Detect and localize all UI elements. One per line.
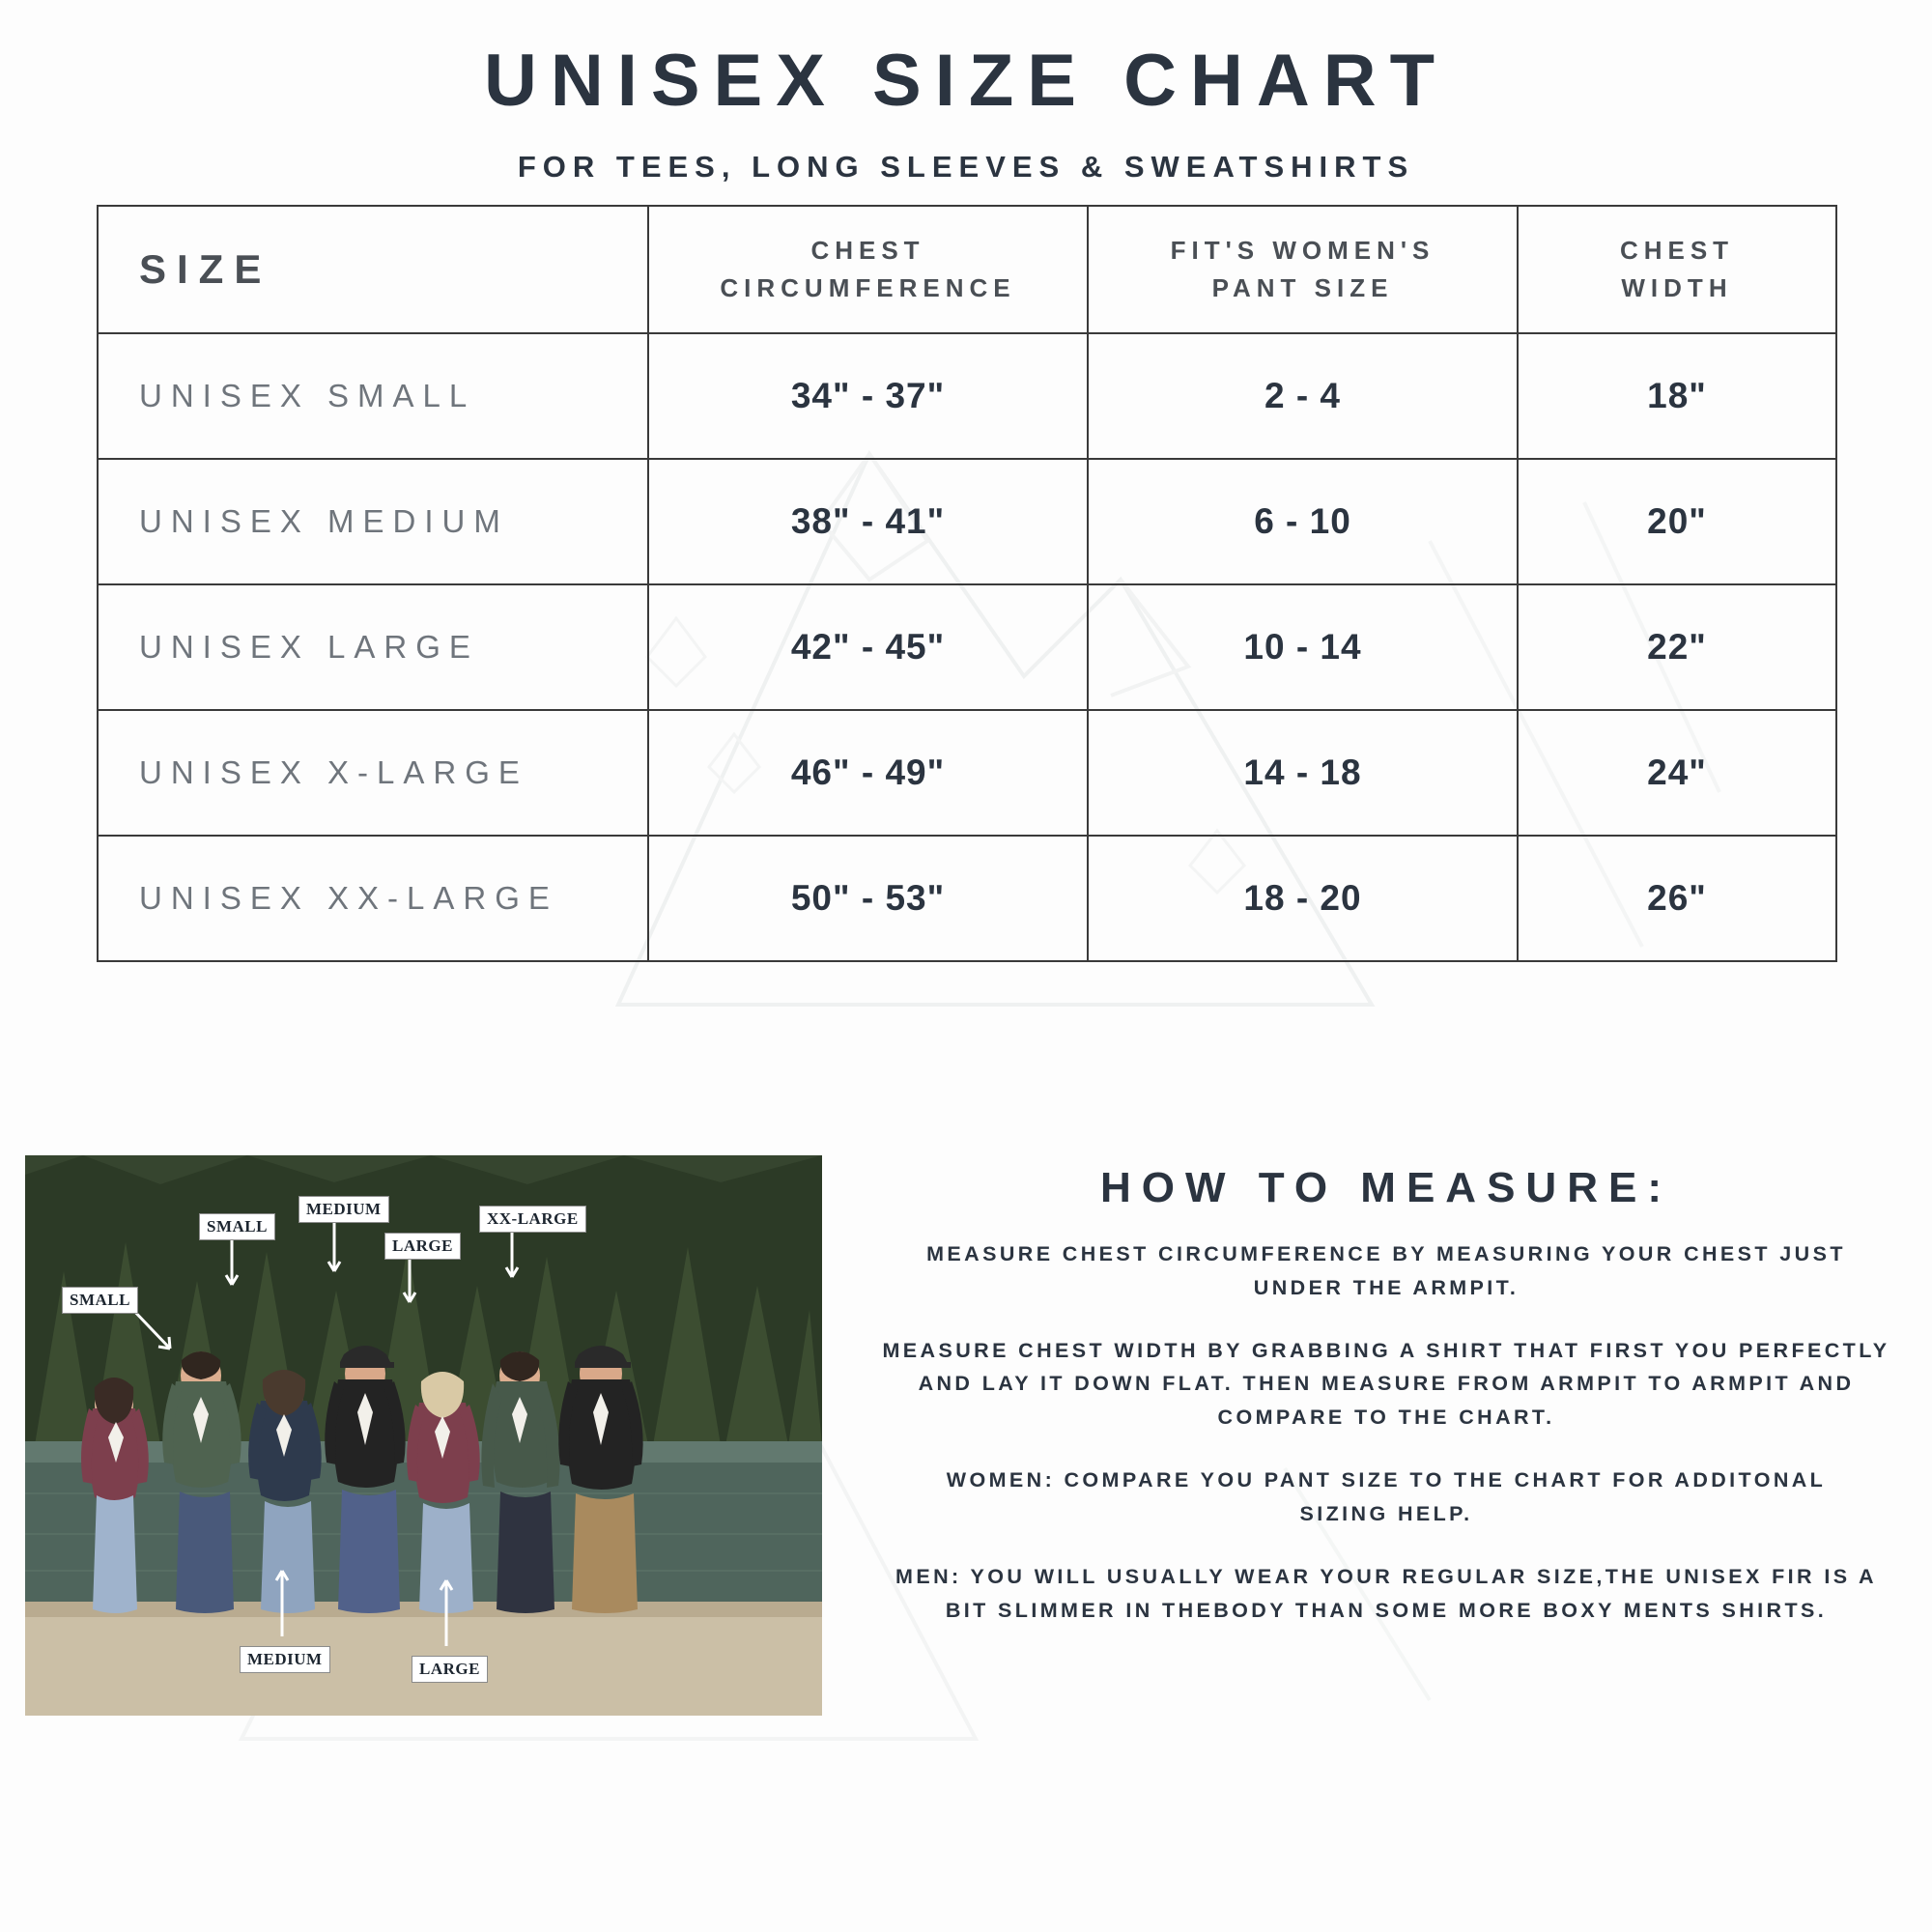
- how-to-measure-section: [869, 1164, 1903, 1656]
- how-to-paragraph-3: WOMEN: COMPARE YOU PANT SIZE TO THE CHART FOR ADDITONAL SIZING HELP.: [946, 1468, 1827, 1525]
- how-to-paragraph-2: MEASURE CHEST WIDTH BY GRABBING A SHIRT THAT FIRST YOU PERFECTLY AND LAY IT DOWN FLAT. THEN MEASURE FROM ARMPIT TO ARMPIT AND COMPARE TO THE CHART.: [882, 1338, 1890, 1430]
- cell-size: UNISEX SMALL: [98, 333, 648, 459]
- header-line-2: WIDTH: [1621, 273, 1733, 302]
- how-to-measure-title: HOW TO MEASURE:: [1100, 1164, 1672, 1211]
- header-line-1: CHEST: [1619, 236, 1735, 265]
- table-row: [98, 710, 1836, 836]
- cell-chest-width: 20": [1518, 459, 1836, 584]
- table-row: [98, 584, 1836, 710]
- photo-label-large-2: LARGE: [412, 1656, 488, 1683]
- page-title: UNISEX SIZE CHART: [483, 40, 1449, 122]
- header-line-2: PANT SIZE: [1211, 273, 1394, 302]
- table-row: [98, 836, 1836, 961]
- cell-pant-size: 10 - 14: [1088, 584, 1518, 710]
- photo-label-small-2: SMALL: [199, 1213, 275, 1240]
- size-chart-table: [97, 205, 1837, 962]
- photo-label-large-1: LARGE: [384, 1233, 461, 1260]
- cell-chest-width: 18": [1518, 333, 1836, 459]
- page-subtitle: FOR TEES, LONG SLEEVES & SWEATSHIRTS: [517, 150, 1415, 184]
- group-photo: [25, 1155, 822, 1716]
- cell-chest-circumference: 34" - 37": [648, 333, 1088, 459]
- cell-size: UNISEX MEDIUM: [98, 459, 648, 584]
- cell-pant-size: 2 - 4: [1088, 333, 1518, 459]
- photo-label-small-1: SMALL: [62, 1287, 138, 1314]
- column-header-pant-size: [1088, 206, 1518, 333]
- photo-label-xx-large: XX-LARGE: [479, 1206, 586, 1233]
- cell-chest-circumference: 42" - 45": [648, 584, 1088, 710]
- cell-pant-size: 14 - 18: [1088, 710, 1518, 836]
- table-header-row: [98, 206, 1836, 333]
- table-row: [98, 459, 1836, 584]
- cell-chest-width: 24": [1518, 710, 1836, 836]
- column-header-chest-circumference: [648, 206, 1088, 333]
- cell-chest-width: 26": [1518, 836, 1836, 961]
- how-to-paragraph-1: MEASURE CHEST CIRCUMFERENCE BY MEASURING YOUR CHEST JUST UNDER THE ARMPIT.: [926, 1242, 1846, 1299]
- cell-pant-size: 6 - 10: [1088, 459, 1518, 584]
- header-line-2: CIRCUMFERENCE: [720, 273, 1016, 302]
- header-line-1: CHEST: [810, 236, 925, 265]
- cell-chest-width: 22": [1518, 584, 1836, 710]
- table-row: [98, 333, 1836, 459]
- photo-label-medium-1: MEDIUM: [298, 1196, 389, 1223]
- cell-size: UNISEX X-LARGE: [98, 710, 648, 836]
- column-header-chest-width: [1518, 206, 1836, 333]
- cell-chest-circumference: 50" - 53": [648, 836, 1088, 961]
- column-header-size: SIZE: [98, 206, 648, 333]
- cell-pant-size: 18 - 20: [1088, 836, 1518, 961]
- header-line-1: FIT'S WOMEN'S: [1170, 236, 1435, 265]
- cell-size: UNISEX LARGE: [98, 584, 648, 710]
- cell-size: UNISEX XX-LARGE: [98, 836, 648, 961]
- cell-chest-circumference: 38" - 41": [648, 459, 1088, 584]
- cell-chest-circumference: 46" - 49": [648, 710, 1088, 836]
- how-to-paragraph-4: MEN: YOU WILL USUALLY WEAR YOUR REGULAR SIZE,THE UNISEX FIR IS A BIT SLIMMER IN THEBODY THAN SOME MORE BOXY MENTS SHIRTS.: [895, 1564, 1877, 1622]
- photo-label-medium-2: MEDIUM: [240, 1646, 330, 1673]
